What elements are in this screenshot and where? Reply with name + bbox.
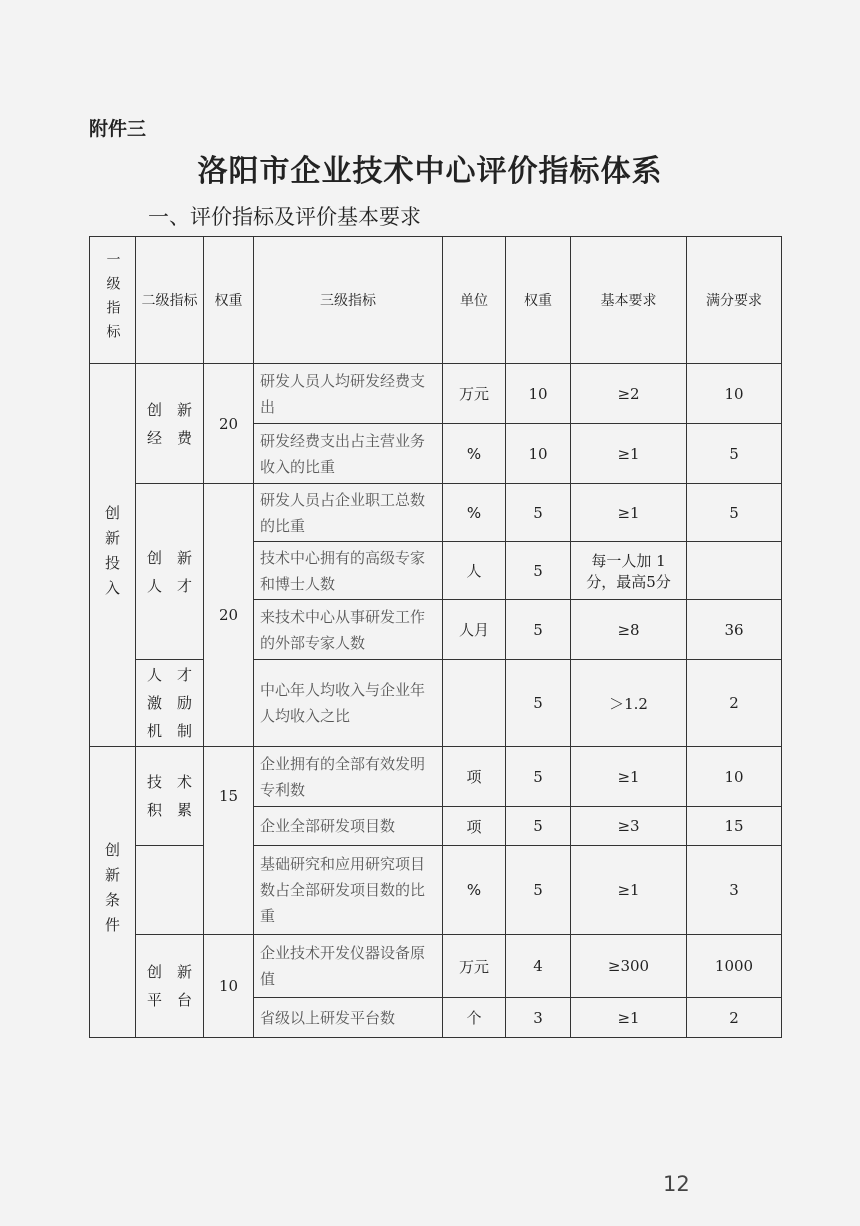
header-full: 满分要求 [687,237,782,364]
level2-weight: 20 [204,484,254,747]
level1-innovation-input: 创新投入 [90,364,136,747]
level2-innovation-funding: 创 新 经 费 [136,364,204,484]
level2-innovation-talent: 创 新 人 才 [136,484,204,660]
weight: 5 [506,747,571,807]
indicator: 企业全部研发项目数 [254,807,443,846]
full-score-requirement: 1000 [687,935,782,998]
basic-requirement: ≥3 [571,807,687,846]
basic-requirement: 每一人加 1 分，最高5分 [571,542,687,600]
table-row [90,846,782,935]
unit: 人月 [443,600,506,660]
header-basic: 基本要求 [571,237,687,364]
unit: 万元 [443,364,506,424]
indicator: 基础研究和应用研究项目数占全部研发项目数的比重 [254,846,443,935]
header-unit: 单位 [443,237,506,364]
level2-weight: 20 [204,364,254,484]
basic-requirement: ≥1 [571,998,687,1038]
indicator: 研发人员占企业职工总数的比重 [254,484,443,542]
full-score-requirement: 10 [687,364,782,424]
basic-requirement: ≥1 [571,747,687,807]
level2-weight: 10 [204,935,254,1038]
indicator: 技术中心拥有的高级专家和博士人数 [254,542,443,600]
level2-talent-incentive: 人 才 激 励 机 制 [136,660,204,747]
header-level2: 二级指标 [136,237,204,364]
weight: 4 [506,935,571,998]
weight: 5 [506,660,571,747]
table-header-row [90,237,782,364]
indicator: 中心年人均收入与企业年人均收入之比 [254,660,443,747]
indicator: 省级以上研发平台数 [254,998,443,1038]
full-score-requirement: 2 [687,660,782,747]
header-weight3: 权重 [506,237,571,364]
unit: 万元 [443,935,506,998]
full-score-requirement: 10 [687,747,782,807]
indicator: 企业技术开发仪器设备原值 [254,935,443,998]
basic-requirement: ≥300 [571,935,687,998]
weight: 5 [506,484,571,542]
full-score-requirement: 36 [687,600,782,660]
unit: % [443,424,506,484]
basic-requirement: ≥2 [571,364,687,424]
basic-requirement: ≥1 [571,846,687,935]
full-score-requirement: 2 [687,998,782,1038]
table-row [90,660,782,747]
indicator: 研发经费支出占主营业务收入的比重 [254,424,443,484]
basic-requirement: ≥1 [571,424,687,484]
level1-innovation-conditions: 创新条件 [90,747,136,1038]
unit: 项 [443,747,506,807]
full-score-requirement: 3 [687,846,782,935]
section-subtitle: 一、评价指标及评价基本要求 [148,205,421,229]
indicator: 研发人员人均研发经费支出 [254,364,443,424]
document-title: 洛阳市企业技术中心评价指标体系 [197,154,663,189]
weight: 10 [506,424,571,484]
header-weight: 权重 [204,237,254,364]
level2-tech-accumulation: 技 术 积 累 [136,747,204,846]
indicator: 来技术中心从事研发工作的外部专家人数 [254,600,443,660]
evaluation-indicator-table [89,236,782,1038]
basic-requirement: ≥8 [571,600,687,660]
full-score-requirement: 5 [687,424,782,484]
level2-weight: 15 [204,747,254,935]
table-row [90,747,782,807]
level2-innovation-platform: 创 新 平 台 [136,935,204,1038]
weight: 3 [506,998,571,1038]
weight: 5 [506,807,571,846]
indicator: 企业拥有的全部有效发明专利数 [254,747,443,807]
basic-requirement: ≥1 [571,484,687,542]
header-level3: 三级指标 [254,237,443,364]
level2-empty [136,846,204,935]
full-score-requirement: 5 [687,484,782,542]
unit: 人 [443,542,506,600]
weight: 10 [506,364,571,424]
weight: 5 [506,542,571,600]
unit: 项 [443,807,506,846]
full-score-requirement: 15 [687,807,782,846]
header-level1: 一级指标 [90,237,136,364]
unit [443,660,506,747]
weight: 5 [506,846,571,935]
page-number: 12 [663,1172,690,1196]
unit: 个 [443,998,506,1038]
basic-requirement: ＞1.2 [571,660,687,747]
unit: % [443,484,506,542]
unit: % [443,846,506,935]
table-row [90,935,782,998]
attachment-label: 附件三 [89,118,147,140]
table-row [90,364,782,424]
table-row [90,484,782,542]
weight: 5 [506,600,571,660]
full-score-requirement [687,542,782,600]
